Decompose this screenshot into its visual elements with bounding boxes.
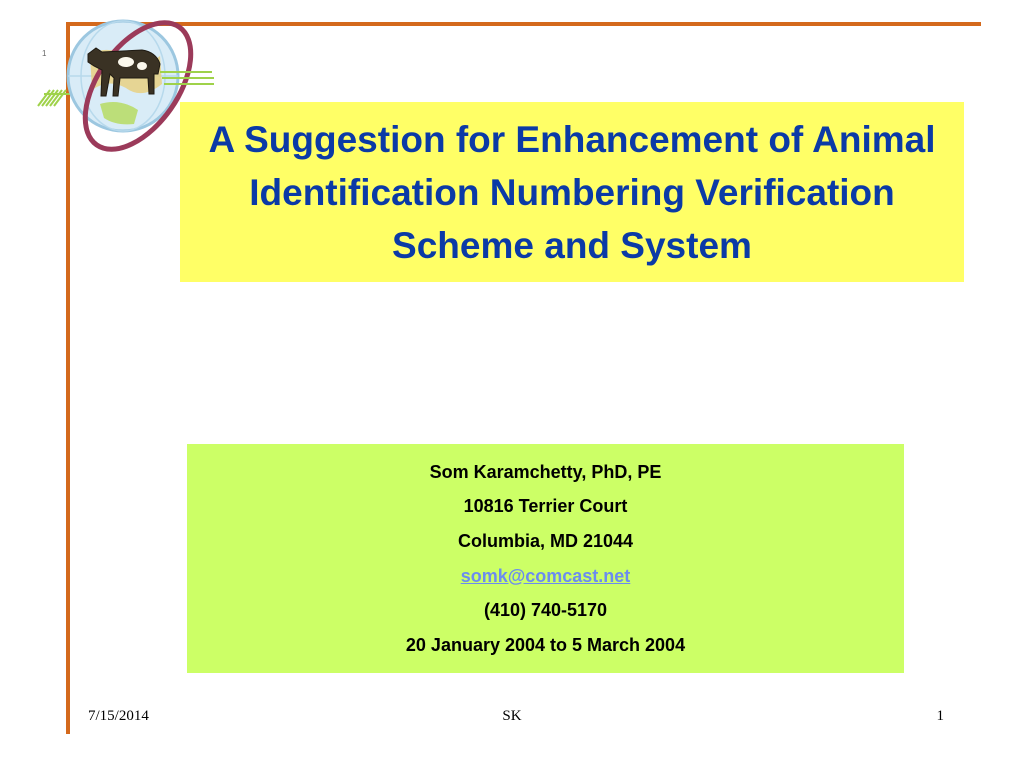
- author-info-panel: [187, 444, 904, 673]
- slide-title: A Suggestion for Enhancement of Animal Identification Numbering Verification Scheme and System: [208, 118, 936, 266]
- footer-initials: SK: [502, 708, 522, 724]
- title-panel: [180, 102, 964, 282]
- svg-text:1: 1: [42, 49, 47, 58]
- date-range: 20 January 2004 to 5 March 2004: [405, 634, 686, 655]
- footer-date: 7/15/2014: [88, 708, 149, 724]
- author-name: Som Karamchetty, PhD, PE: [429, 461, 662, 482]
- author-phone: (410) 740-5170: [483, 600, 608, 621]
- author-email-link[interactable]: somk@comcast.net: [460, 565, 631, 586]
- author-city: Columbia, MD 21044: [457, 530, 634, 551]
- author-street: 10816 Terrier Court: [463, 496, 628, 517]
- footer-page-number: 1: [936, 708, 944, 724]
